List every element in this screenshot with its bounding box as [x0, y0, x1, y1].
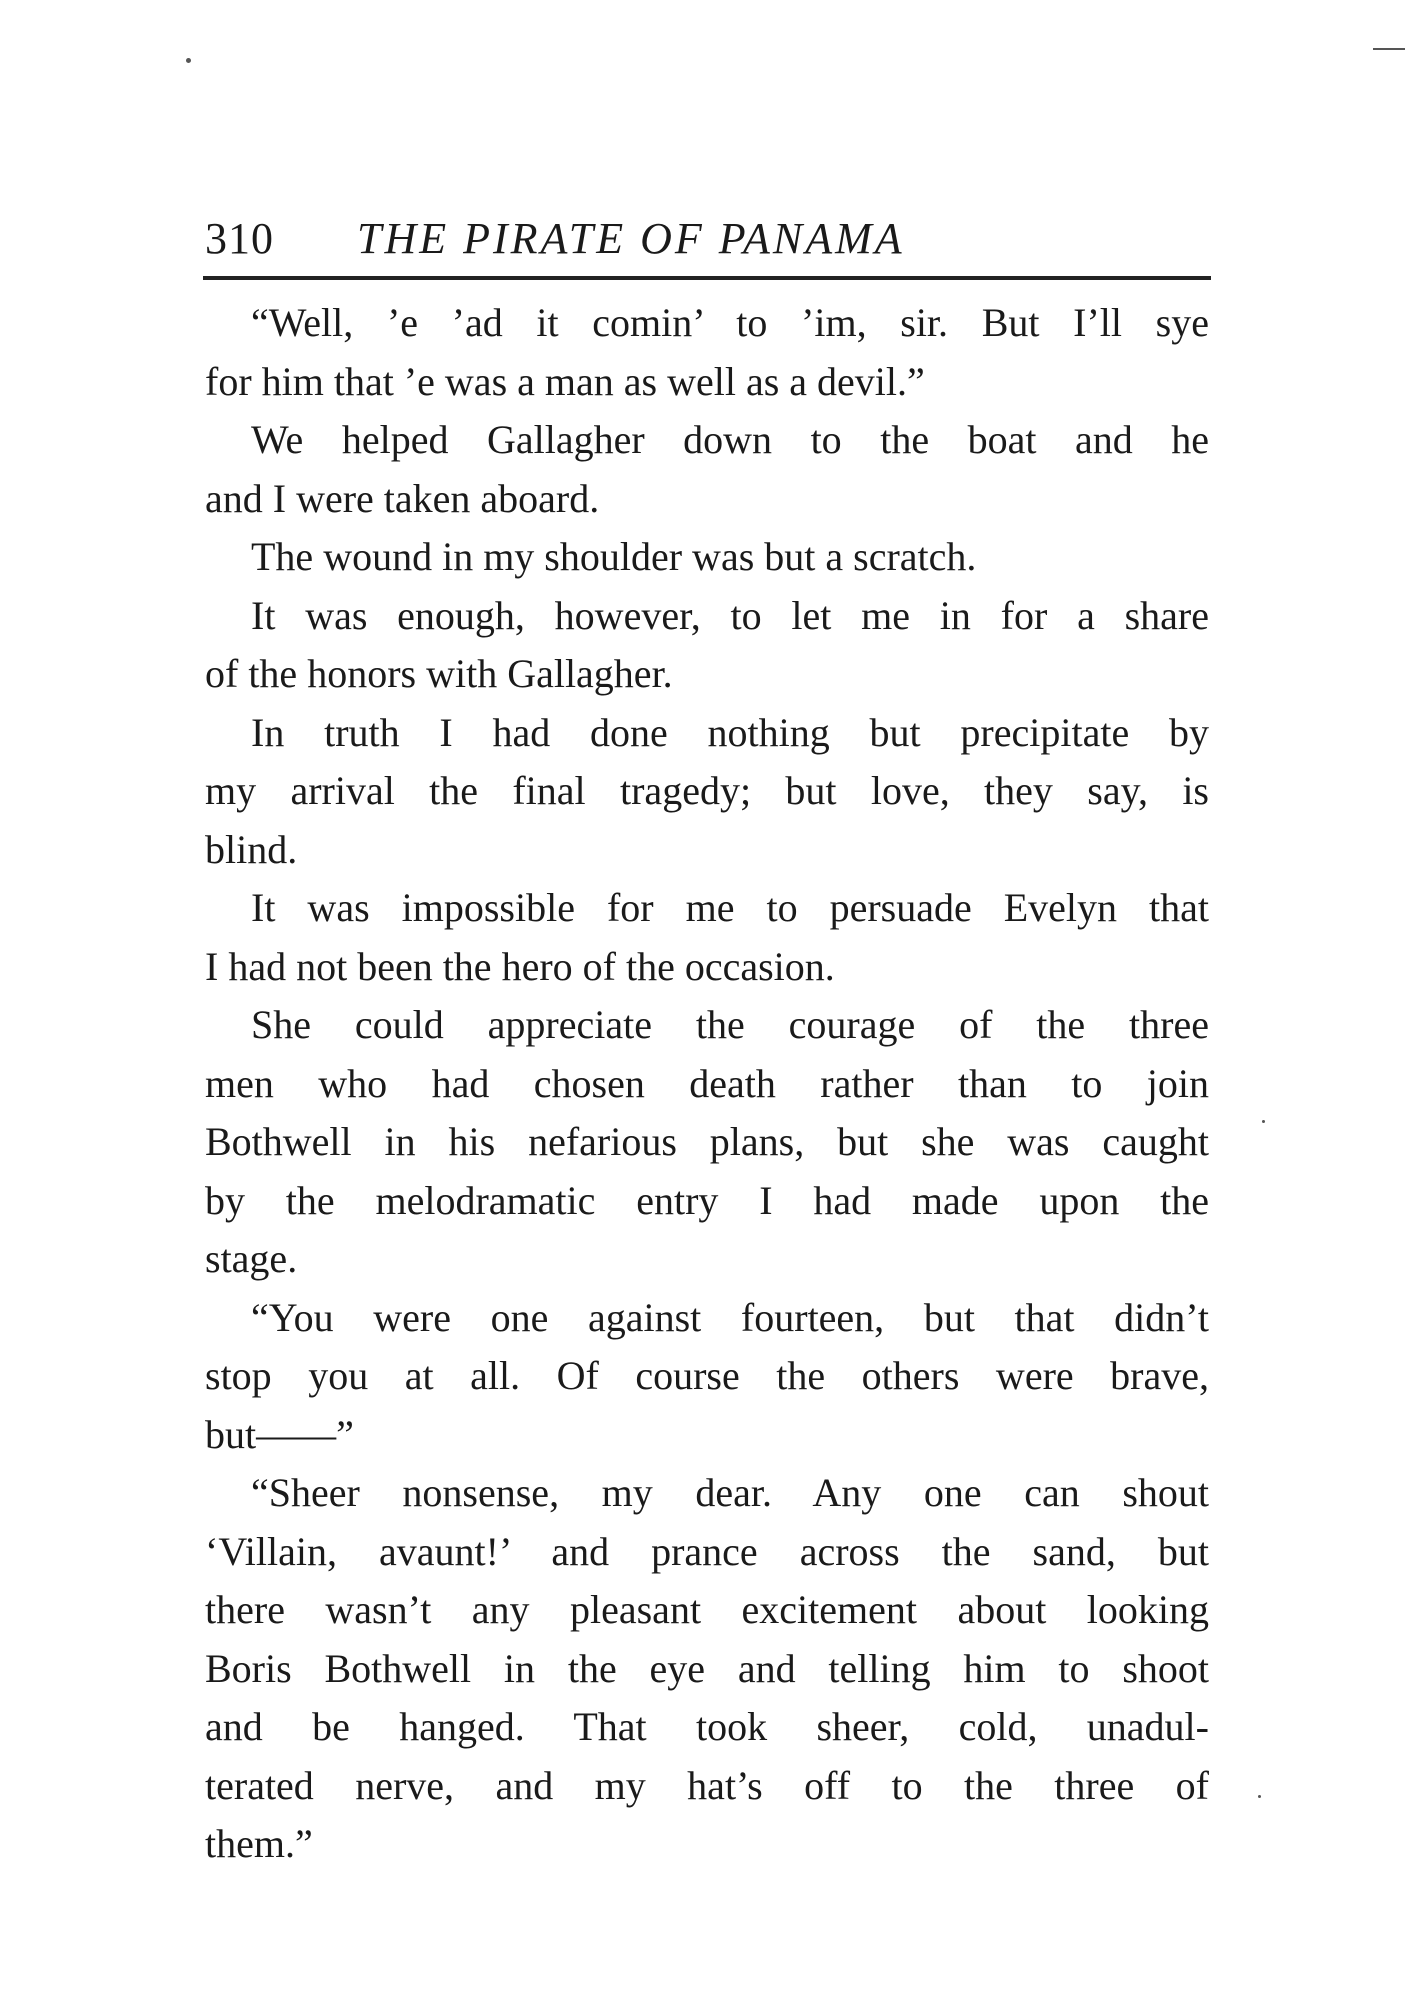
- text-line: terated nerve, and my hat’s off to the three of: [205, 1762, 1209, 1808]
- text-line: stage.: [205, 1236, 298, 1281]
- page-number: 310: [205, 214, 274, 263]
- text-line: and be hanged. That took sheer, cold, unadul-: [205, 1704, 1209, 1749]
- text-line: “Well, ’e ’ad it comin’ to ’im, sir. But I’ll sye: [251, 300, 1209, 345]
- text-line: It was enough, however, to let me in for a share: [251, 592, 1209, 638]
- text-line: there wasn’t any pleasant excitement about looking: [205, 1587, 1209, 1632]
- text-line: by the melodramatic entry I had made upon the: [205, 1177, 1209, 1223]
- text-line: them.”: [205, 1821, 313, 1866]
- text-line: The wound in my shoulder was but a scratch.: [251, 534, 977, 579]
- text-line: “You were one against fourteen, but that didn’t: [251, 1294, 1209, 1340]
- body-text: [205, 294, 1209, 1874]
- text-line: In truth I had done nothing but precipitate by: [251, 709, 1209, 755]
- text-line: Bothwell in his nefarious plans, but she was caught: [205, 1119, 1209, 1164]
- scan-edge-mark: [1373, 48, 1405, 50]
- text-line: Boris Bothwell in the eye and telling him to shoot: [205, 1645, 1209, 1691]
- text-line: but——”: [205, 1411, 354, 1457]
- text-line: for him that ’e was a man as well as a devil.”: [205, 358, 925, 404]
- page-header: [205, 208, 1210, 270]
- text-line: It was impossible for me to persuade Evelyn that: [251, 885, 1209, 930]
- text-line: men who had chosen death rather than to join: [205, 1060, 1209, 1106]
- scan-speck: [1262, 1120, 1265, 1123]
- header-rule: [203, 276, 1211, 280]
- text-line: ‘Villain, avaunt!’ and prance across the sand, but: [205, 1528, 1209, 1574]
- text-line: stop you at all. Of course the others were brave,: [205, 1353, 1209, 1398]
- text-line: We helped Gallagher down to the boat and he: [251, 417, 1209, 462]
- scan-speck: [1258, 1795, 1261, 1798]
- running-title: THE PIRATE OF PANAMA: [357, 214, 905, 263]
- text-line: and I were taken aboard.: [205, 475, 600, 521]
- text-line: blind.: [205, 826, 298, 872]
- text-line: “Sheer nonsense, my dear. Any one can shout: [251, 1470, 1209, 1515]
- text-line: She could appreciate the courage of the three: [251, 1002, 1209, 1047]
- text-line: of the honors with Gallagher.: [205, 651, 673, 696]
- scan-speck: [186, 58, 191, 63]
- text-line: my arrival the final tragedy; but love, they say, is: [205, 768, 1209, 813]
- text-line: I had not been the hero of the occasion.: [205, 943, 835, 989]
